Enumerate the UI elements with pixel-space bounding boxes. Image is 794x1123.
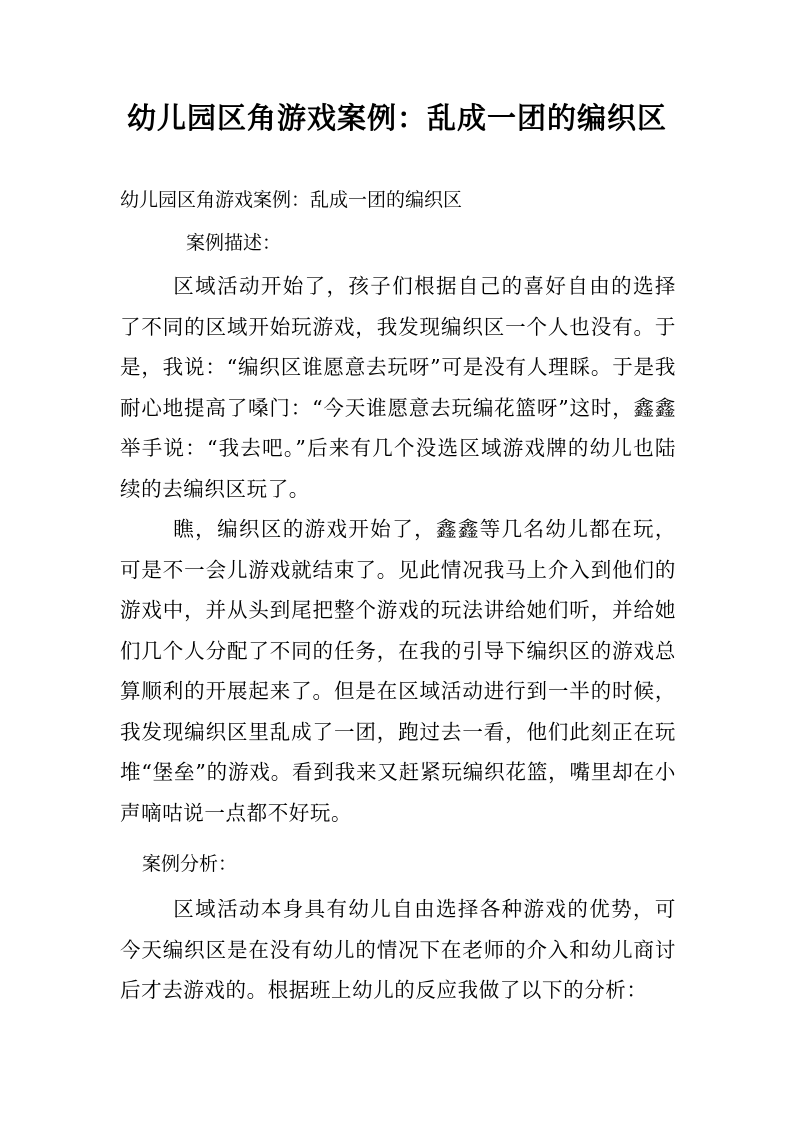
- paragraph-analysis: 区域活动本身具有幼儿自由选择各种游戏的优势，可今天编织区是在没有幼儿的情况下在老师的介入和幼儿商讨后才去游戏的。根据班上幼儿的反应我做了以下的分析：: [120, 897, 676, 1002]
- document-subtitle: 幼儿园区角游戏案例：乱成一团的编织区: [120, 189, 463, 211]
- section-heading-analysis: 案例分析：: [142, 853, 238, 875]
- section-heading-description: 案例描述：: [186, 232, 282, 254]
- paragraph-description-2: 瞧，编织区的游戏开始了，鑫鑫等几名幼儿都在玩，可是不一会儿游戏就结束了。见此情况我马上介入到他们的游戏中，并从头到尾把整个游戏的玩法讲给她们听，并给她们几个人分配了不同的任务，在我的引导下编织区的游戏总算顺利的开展起来了。但是在区域活动进行到一半的时候，我发现编织区里乱成了一团，跑过去一看，他们此刻正在玩堆“堡垒”的游戏。看到我来又赶紧玩编织花篮，嘴里却在小声嘀咕说一点都不好玩。: [120, 517, 676, 825]
- paragraph-description-1: 区域活动开始了，孩子们根据自己的喜好自由的选择了不同的区域开始玩游戏，我发现编织区一个人也没有。于是，我说：“编织区谁愿意去玩呀”可是没有人理睬。于是我耐心地提高了嗓门：“今天谁愿意去玩编花篮呀”这时，鑫鑫举手说：“我去吧。”后来有几个没选区域游戏牌的幼儿也陆续的去编织区玩了。: [120, 274, 676, 501]
- document-title: 幼儿园区角游戏案例：乱成一团的编织区: [126, 101, 667, 135]
